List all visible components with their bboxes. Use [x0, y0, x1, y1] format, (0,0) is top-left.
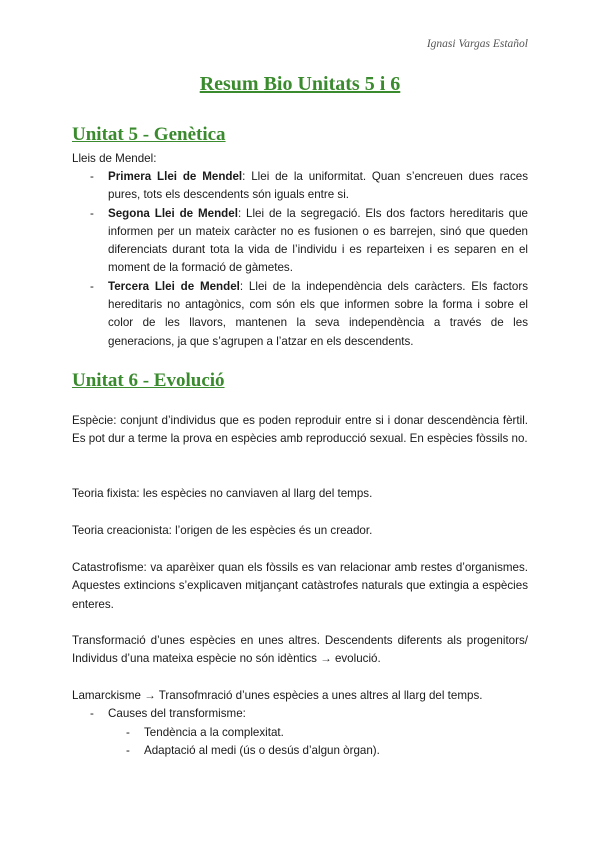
paragraph-catastrofisme: Catastrofisme: va aparèixer quan els fòssils es van relacionar amb restes d’organismes. Aquestes extincions s’explicaven mitjançant catàstrofes naturals que extingia a espècies enteres. [72, 561, 528, 611]
cause-item: Adaptació al medi (ús o desús d’algun òrgan). [144, 744, 380, 758]
paragraph-fixista: Teoria fixista: les espècies no canviaven al llarg del temps. [72, 487, 373, 500]
law-text: : Llei de la independència dels caràcters. Els factors hereditaris no antagònics, com són els que informen sobre la forma i sobre el color de les llavors, mantenen la seva independència a través de les generacions, ja que s’agrupen a l’atzar en els descendents. [108, 279, 528, 348]
unit5-heading: Unitat 5 - Genètica [72, 124, 226, 145]
list-item: - Adaptació al medi (ús o desús d’algun òrgan). [126, 744, 380, 758]
law-name: Segona Llei de Mendel [108, 206, 238, 220]
unit6-heading: Unitat 6 - Evolució [72, 370, 225, 391]
mendel-intro: Lleis de Mendel: [72, 152, 157, 165]
list-item: - Tercera Llei de Mendel: Llei de la independència dels caràcters. Els factors hereditaris no antagònics, com són els que informen sobre la forma i sobre el color de les llavors, mantenen la seva independència a través de les generacions, ja que s’agrupen a l’atzar en els descendents. [90, 279, 528, 348]
paragraph-creacionista: Teoria creacionista: l’origen de les espècies és un creador. [72, 524, 373, 537]
page-title: Resum Bio Unitats 5 i 6 [199, 73, 401, 95]
paragraph-lamarckisme: Lamarckisme → Transofmració d’unes espècies a unes altres al llarg del temps. [72, 689, 483, 702]
law-text: : Llei de la uniformitat. Quan s’encreuen dues races pures, tots els descendents són iguals entre si. [108, 170, 528, 202]
causes-label: Causes del transformisme: [108, 707, 246, 720]
mendel-laws-list [72, 168, 528, 351]
causes-list [72, 705, 528, 723]
cause-item: Tendència a la complexitat. [144, 726, 284, 739]
list-item: - Primera Llei de Mendel: Llei de la uniformitat. Quan s’encreuen dues races pures, tots els descendents són iguals entre si. [90, 170, 528, 202]
law-name: Primera Llei de Mendel [108, 170, 243, 183]
list-item: - Causes del transformisme: [90, 707, 246, 720]
law-text: : Llei de la segregació. Els dos factors hereditaris que informen per un mateix caràcter no es fusionen o es barrejen, sinó que queden diferenciats durant tota la vida de l’individu i es reparteixen i es separen en el moment de la formació de gàmetes. [108, 206, 528, 275]
author-name: Ignasi Vargas Estañol [426, 38, 528, 50]
law-name: Tercera Llei de Mendel [108, 279, 240, 293]
paragraph-transformacio: Transformació d’unes espècies en unes altres. Descendents diferents als progenitors/ Individus d’una mateixa espècie no són idèntics → evolució. [72, 634, 528, 666]
list-item: - Segona Llei de Mendel: Llei de la segregació. Els dos factors hereditaris que informen per un mateix caràcter no es fusionen o es barrejen, sinó que queden diferenciats durant tota la vida de l’individu i es reparteixen i es separen en el moment de la formació de gàmetes. [90, 206, 528, 275]
list-item: - Tendència a la complexitat. [126, 726, 284, 739]
paragraph-especie: Espècie: conjunt d’individus que es poden reproduir entre si i donar descendència fèrtil. Es pot dur a terme la prova en espècies amb reproducció sexual. En espècies fòssils no. [72, 414, 528, 446]
causes-sublist [72, 724, 528, 761]
